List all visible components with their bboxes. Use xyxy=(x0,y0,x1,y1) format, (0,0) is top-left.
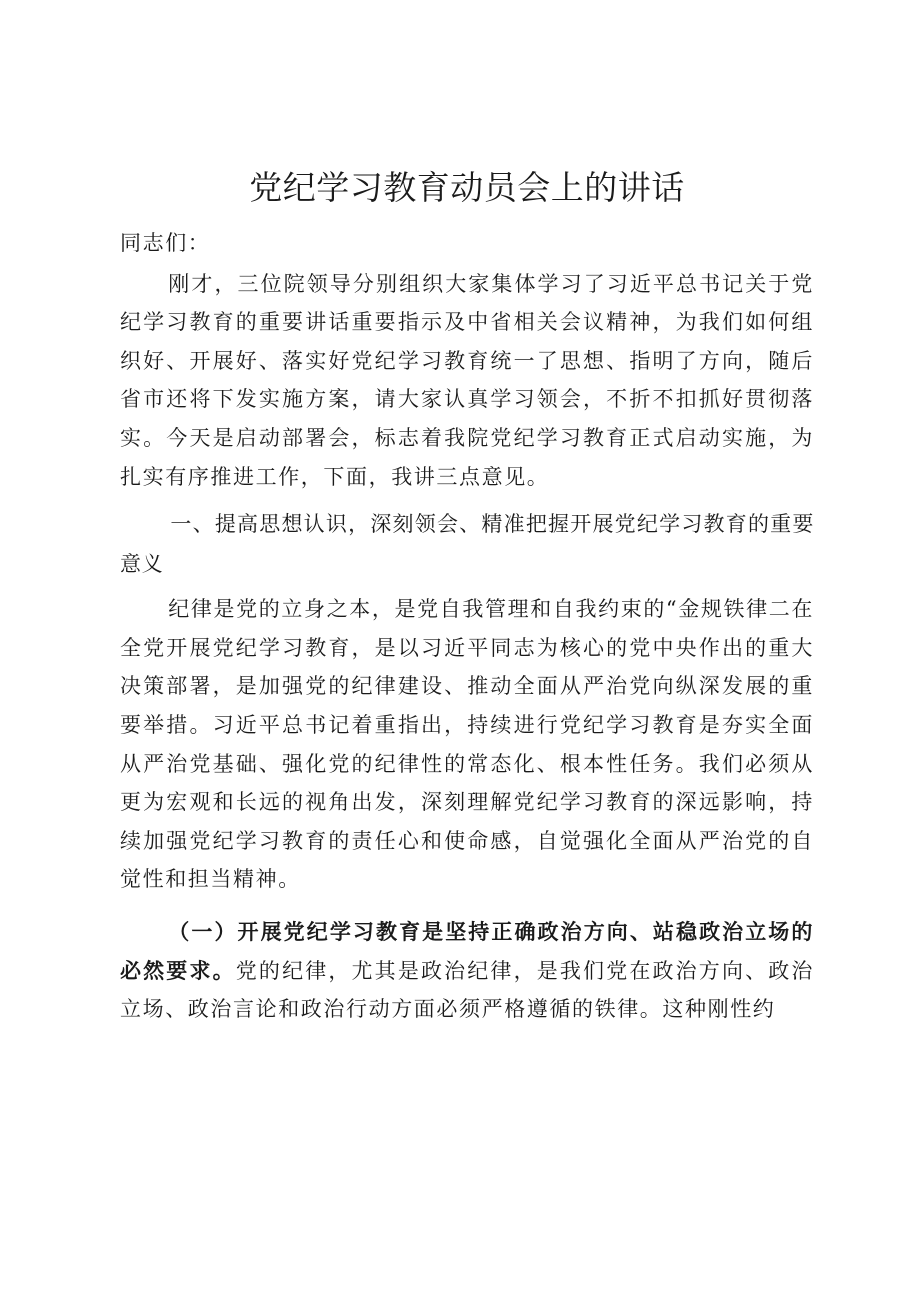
subsection-heading-one: （一）开展党纪学习教育是坚持正确政治方向、站稳政治立场的必然要求。 xyxy=(120,918,814,983)
section-heading-one: 一、提高思想认识，深刻领会、精准把握开展党纪学习教育的重要意义 xyxy=(120,512,814,577)
subsection-body-one: 党的纪律，尤其是政治纪律，是我们党在政治方向、政治立场、政治言论和政治行动方面必须严格遵循的铁律。这种刚性约 xyxy=(120,958,815,1022)
paragraph-discipline: 纪律是党的立身之本，是党自我管理和自我约束的“金规铁律二在全党开展党纪学习教育，是以习近平同志为核心的党中央作出的重大决策部署，是加强党的纪律建设、推动全面从严治党向纵深发展的重要举措。习近平总书记着重指出，持续进行党纪学习教育是夯实全面从严治党基础、强化党的纪律性的常态化、根本性任务。我们必须从更为宏观和长远的视角出发，深刻理解党纪学习教育的深远影响，持续加强党纪学习教育的责任心和使命感，自觉强化全面从严治党的自觉性和担当精神。 xyxy=(120,597,814,892)
paragraph-intro: 刚才，三位院领导分别组织大家集体学习了习近平总书记关于党纪学习教育的重要讲话重要指示及中省相关会议精神，为我们如何组织好、开展好、落实好党纪学习教育统一了思想、指明了方向，随后省市还将下发实施方案，请大家认真学习领会，不折不扣抓好贯彻落实。今天是启动部署会，标志着我院党纪学习教育正式启动实施，为扎实有序推进工作，下面，我讲三点意见。 xyxy=(120,271,814,489)
document-body xyxy=(120,224,814,1029)
paragraph-subsection-one xyxy=(120,913,814,1029)
document-title: 党纪学习教育动员会上的讲话 xyxy=(249,168,685,207)
salutation: 同志们： xyxy=(120,231,211,255)
